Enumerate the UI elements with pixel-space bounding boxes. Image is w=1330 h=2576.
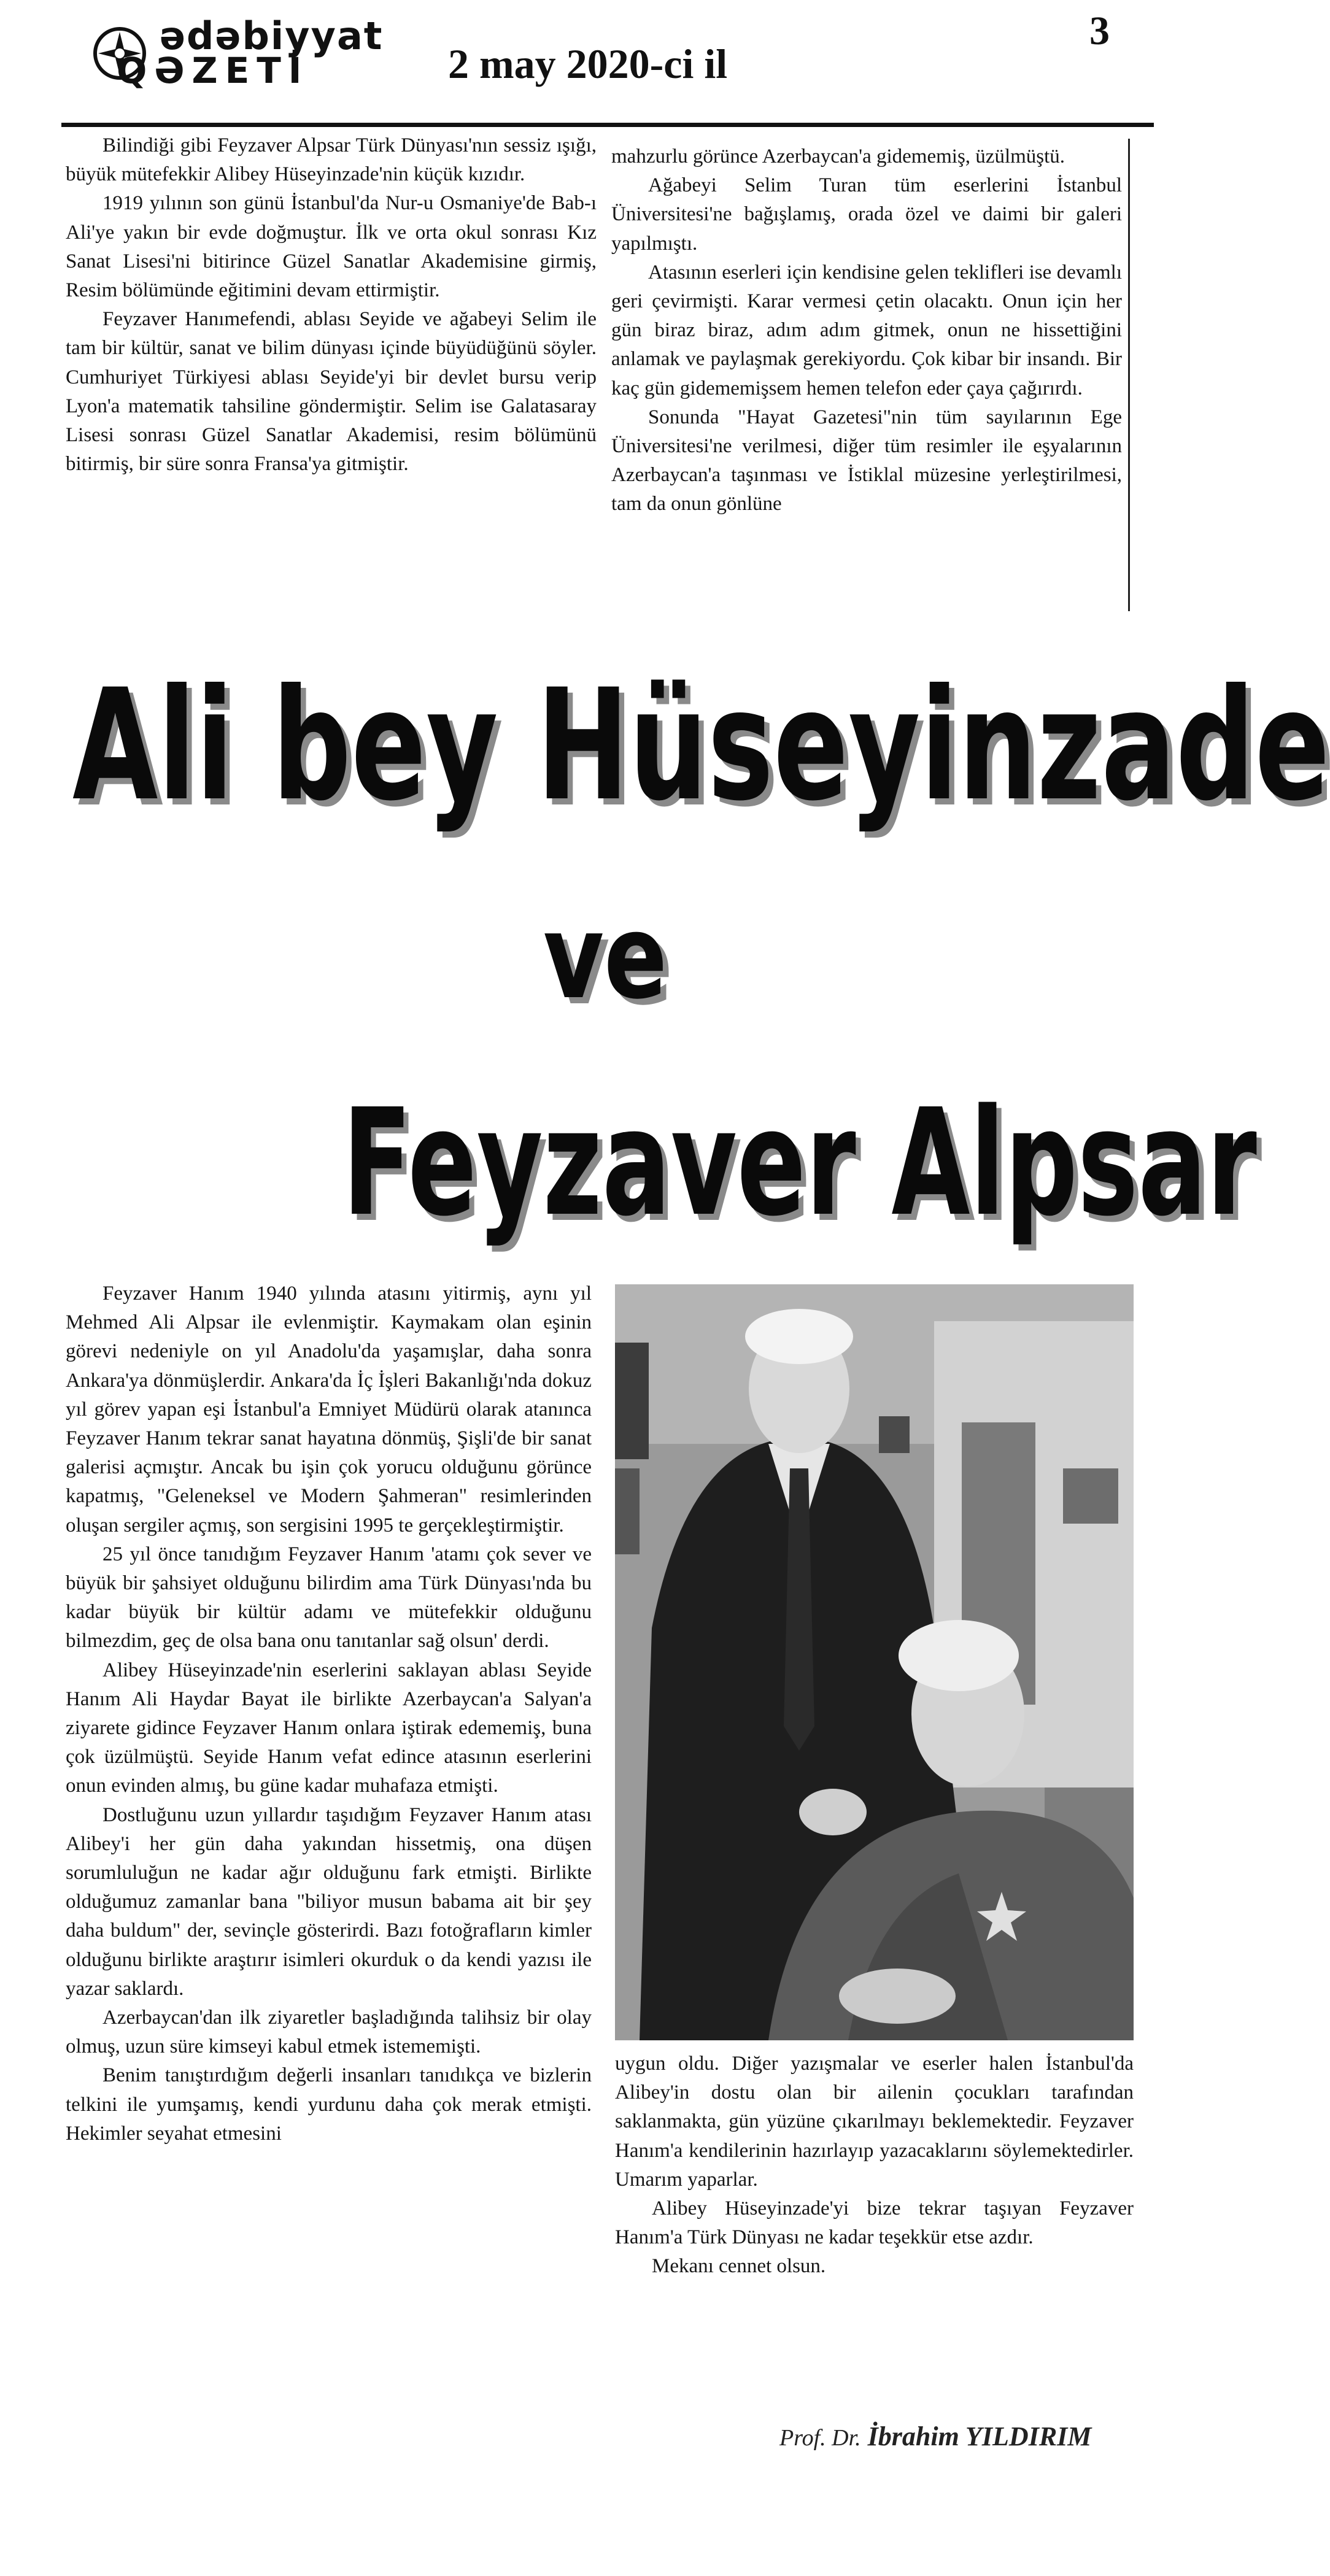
- paragraph: Alibey Hüseyinzade'yi bize tekrar taşıyan Feyzaver Hanım'a Türk Dünyası ne kadar teşekkür etse azdır.: [615, 2197, 1134, 2249]
- column-rule: [1128, 139, 1130, 611]
- paragraph: Alibey Hüseyinzade'nin eserlerini saklayan ablası Seyide Hanım Ali Haydar Bayat ile birlikte Azerbaycan'a Salyan'a ziyarete gidince Feyzaver Hanım onlara iştirak edememiş, buna çok üzülmüştü. Seyide Hanım vefat edince atasının eserlerini onun evinden almış, bu güne kadar muhafaza etmişti.: [66, 1659, 592, 1797]
- photo-illustration: [615, 1284, 1134, 2040]
- paragraph: Feyzaver Hanımefendi, ablası Seyide ve ağabeyi Selim ile tam bir kültür, sanat ve bilim dünyası içinde büyüdüğünü söyler. Cumhuriyet Türkiyesi ablası Seyide'yi bir devlet bursu verip Lyon'a matematik tahsiline göndermiştir. Selim ise Galatasaray Lisesi sonrası Güzel Sanatlar Akademisi, resim bölümünü bitirmiş, bir süre sonra Fransa'ya gitmiştir.: [66, 308, 597, 476]
- bottom-right-column: [615, 2050, 1134, 2281]
- paragraph: 1919 yılının son günü İstanbul'da Nur-u Osmaniye'de Bab-ı Ali'ye yakın bir evde doğmuştur. İlk ve orta okul sonrası Kız Sanat Lisesi'ni bitirince Güzel Sanatlar Akademisine girmiş, Resim bölümünde eğitimini devam ettirmiştir.: [66, 192, 597, 302]
- headline-line-1: Ali bey Hüseyinzade: [72, 656, 1330, 835]
- paragraph: Bilindiği gibi Feyzaver Alpsar Türk Dünyası'nın sessiz ışığı, büyük mütefekkir Alibey Hüseyinzade'nin küçük kızıdır.: [66, 134, 597, 186]
- bottom-left-column: [66, 1279, 592, 2148]
- author-title: Prof. Dr.: [779, 2425, 861, 2451]
- author-signature: [779, 2421, 1091, 2452]
- author-name: İbrahim YILDIRIM: [867, 2421, 1092, 2451]
- top-left-column: [66, 131, 597, 479]
- headline-line-2: ve: [543, 889, 668, 1025]
- paragraph: Azerbaycan'dan ilk ziyaretler başladığında talihsiz bir olay olmuş, uzun süre kimseyi kabul etmek istememişti.: [66, 2007, 592, 2058]
- paragraph: Feyzaver Hanım 1940 yılında atasını yitirmiş, aynı yıl Mehmed Ali Alpsar ile evlenmiştir. Kaymakam olan eşinin görevi nedeniyle on yıl Anadolu'da yaşamışlar, daha sonra Ankara'ya dönmüşlerdir. Ankara'da İç İşleri Bakanlığı'nda dokuz yıl görev yapan eşi İstanbul'a Emniyet Müdürü olarak atanınca Feyzaver Hanım tekrar sanat hayatına dönmüş, Şişli'de bir sanat galerisi açmıştır. Ancak bu işin çok yorucu olduğunu görünce kapatmış, "Geleneksel ve Modern Şahmeran" resimlerinden oluşan sergiler açmış, son sergisini 1995 te gerçekleştirmiştir.: [66, 1282, 592, 1537]
- article-photo: [615, 1284, 1134, 2040]
- paragraph: uygun oldu. Diğer yazışmalar ve eserler halen İstanbul'da Alibey'in dostu olan bir ailenin çocukları tarafından saklanmakta, gün yüzüne çıkarılmayı beklemektedir. Feyzaver Hanım'a kendilerinin hazırlayıp yazacaklarını söylemektedirler. Umarım yaparlar.: [615, 2053, 1134, 2191]
- paragraph: Dostluğunu uzun yıllardır taşıdığım Feyzaver Hanım atası Alibey'i her gün daha yakından hissetmiş, ona düşen sorumluluğun ne kadar ağır olduğunu fark etmişti. Birlikte olduğumuz zamanlar bana "biliyor musun babama ait bir şey daha buldum" der, sevinçle gösterirdi. Bazı fotoğrafların kimler olduğunu birlikte araştırır isimleri okurduk o da kendi yazısı ile yazar saklardı.: [66, 1803, 592, 2000]
- paragraph: Ağabeyi Selim Turan tüm eserlerini İstanbul Üniversitesi'ne bağışlamış, orada özel ve daimi bir galeri yapılmıştı.: [611, 174, 1122, 255]
- paragraph: 25 yıl önce tanıdığım Feyzaver Hanım 'atamı çok sever ve büyük bir şahsiyet olduğunu bilirdim ama Türk Dünyası'nda bu kadar büyük bir kültür adamı ve mütefekkir olduğunu bilmezdim, geç de olsa bana onu tanıtanlar sağ olsun' derdi.: [66, 1543, 592, 1652]
- issue-date: 2 may 2020-ci il: [448, 40, 728, 87]
- logo-word-qezeti: QƏZETİ: [117, 50, 309, 91]
- logo-word-edebiyyat: ədəbiyyat: [160, 13, 384, 58]
- paragraph: Mekanı cennet olsun.: [652, 2255, 826, 2278]
- page-number: 3: [1089, 9, 1110, 53]
- paragraph: Atasının eserleri için kendisine gelen teklifleri ise devamlı geri çevirmişti. Karar vermesi çetin olacaktı. Onun için her gün biraz biraz, adım adım gitmek, onun ne hissettiğini anlamak ve paylaşmak gerekiyordu. Çok kibar bir insandı. Bir kaç gün gidememişsem hemen telefon eder çaya çağırırdı.: [611, 261, 1122, 399]
- paragraph: Sonunda "Hayat Gazetesi"nin tüm sayılarının Ege Üniversitesi'ne verilmesi, diğer tüm resimler ile eşyalarının Azerbaycan'a taşınması ve İstiklal müzesine yerleştirilmesi, tam da onun gönlüne: [611, 406, 1122, 515]
- masthead-rule: [61, 123, 1154, 127]
- paragraph: Benim tanıştırdığım değerli insanları tanıdıkça ve bizlerin telkini ile yumşamış, kendi yurdunu daha çok merak etmişti. Hekimler seyahat etmesini: [66, 2064, 592, 2145]
- newspaper-logo: [92, 13, 384, 91]
- headline-line-3: Feyzaver Alpsar: [342, 1077, 1257, 1249]
- top-right-column: [611, 142, 1122, 519]
- paragraph: mahzurlu görünce Azerbaycan'a gidememiş, üzülmüştü.: [611, 145, 1065, 168]
